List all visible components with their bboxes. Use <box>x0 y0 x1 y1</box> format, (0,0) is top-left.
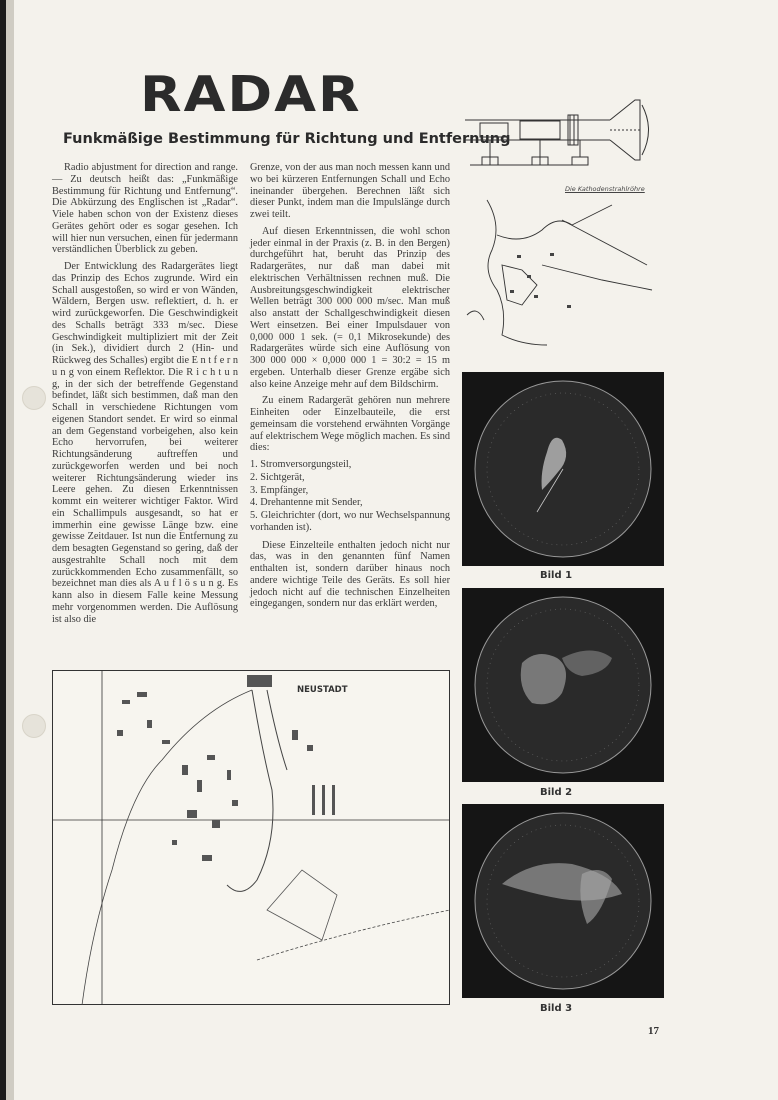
figure-label: Bild 3 <box>540 1003 573 1014</box>
figure-label: Bild 2 <box>540 787 573 798</box>
paragraph: Auf diesen Erkenntnissen, die wohl schon jeder einmal in der Praxis (z. B. in den Bergen) durchgeführt hat, beruht das Prinzip des Radargerätes, nur daß man dabei mit elektrischen Verhältnissen rechnen muß. Die Ausbreitungsgeschwindigkeit elektrischer Wellen beträgt 300 000 000 m/sec. Man muß also anstatt der Schallgeschwindigkeit diesen Wert einsetzen. Bei einer Impulsdauer von 0,000 000 1 sek. (= 0,1 Mikrosekunde) des Radargerätes würde sich eine Auflösung von 300 000 000 × 0,000 000 1 = 30:2 = 15 m ergeben. Unterhalb dieser Grenze ergäbe sich also keine Anzeige mehr auf dem Bildschirm. <box>250 225 450 390</box>
map-label-neustadt: NEUSTADT <box>297 685 348 695</box>
article-subtitle: Funkmäßige Bestimmung für Richtung und Entfernung <box>63 131 511 147</box>
paragraph: Zu einem Radargerät gehören nun mehrere Einheiten oder Einzelbauteile, die erst gemeinsam die vorstehend erwähnten Vorgänge auf elektrischem Wege möglich machen. Es sind dies: <box>250 395 450 454</box>
radar-screen-bild-1 <box>462 372 664 566</box>
paragraph: Grenze, von der aus man noch messen kann und wo bei kürzeren Entfernungen Schall und Echo ineinander übergehen. Berechnen läßt sich dieser Punkt, indem man die Impulslänge durch zwei teilt. <box>250 162 450 220</box>
list-item: 5. Gleichrichter (dort, wo nur Wechselspannung vorhanden ist). <box>250 510 450 533</box>
punch-hole <box>22 386 46 410</box>
text-column-middle <box>250 162 450 615</box>
paragraph: Der Entwicklung des Radargerätes liegt das Prinzip des Echos zugrunde. Wird ein Schall ausgestoßen, so wird er von Wänden, Wäldern, Bergen usw. reflektiert, d. h. er wird zurückgeworfen. Die Geschwindigkeit des Schalls beträgt 333 m/sec. Diese Geschwindigkeit multipliziert mit der Zeit (in Sek.), dividiert durch 2 (Hin- und Rückweg des Schalles) ergibt die E n t f e r n u n g von einem Reflektor. Die R i c h t u n g, in der sich der betreffende Gegenstand befindet, läßt sich bestimmen, daß man den Schall in verschiedene Richtungen vom eigenen Standort sendet. Er wird so einmal an dem Gegenstand vorbeigehen, also kein Echo hervorrufen, bei weiterer Richtungsänderung auftreffen und zurückgeworfen werden und bei noch weiterer Richtungsänderung wieder ins Leere gehen. Zu diesen Erkenntnissen kommt ein weiterer wichtiger Faktor. Wird ein Schallimpuls ausgesandt, so hat er immerhin eine gewisse Länge bzw. eine gewisse Zeitdauer. Ist nun die Entfernung zu dem besagten Gegenstand so gering, daß der ausgestrahlte Schall noch mit dem zurückkommenden Echo zusammenfällt, so bezeichnet man dies als A u f l ö s u n g. Es kann also in diesem Falle keine Messung mehr vorgenommen werden. Die Auflösung ist also die <box>52 261 238 625</box>
article-title: RADAR <box>140 66 362 123</box>
list-item: 2. Sichtgerät, <box>250 471 305 483</box>
list-item: 1. Stromversorgungsteil, <box>250 459 352 470</box>
list-item: 4. Drehantenne mit Sender, <box>250 497 363 509</box>
paragraph: Diese Einzelteile enthalten jedoch nicht nur das, was in den genannten fünf Namen enthalten ist, sondern darüber hinaus noch andere wichtige Teile des Geräts. Es soll hier jedoch nicht auf die technischen Einzelheiten eingegangen, sondern nur das erklärt werden, <box>250 539 450 610</box>
radar-screen-bild-3 <box>462 804 664 998</box>
list-item: 3. Empfänger, <box>250 484 309 496</box>
text-column-left <box>52 162 238 630</box>
paragraph: Radio abjustment for direction and range. — Zu deutsch heißt das: „Funkmäßige Bestimmung für Richtung und Entfernung“. Die Abkürzung des Englischen ist „Radar“. Viele haben schon von der Existenz dieses Gerätes gehört oder es sogar gesehen. Ich will hier nun versuchen, einen für jedermann verständlichen Überblick zu geben. <box>52 162 238 256</box>
coastline-sketch-map <box>462 195 658 355</box>
page-number: 17 <box>648 1025 659 1037</box>
diagram-caption: Die Kathodenstrahlröhre <box>565 185 645 193</box>
radar-screen-bild-2 <box>462 588 664 782</box>
component-list <box>250 459 450 534</box>
town-map <box>52 670 450 1015</box>
punch-hole <box>22 714 46 738</box>
crt-diagram <box>460 95 660 183</box>
scan-edge-shadow <box>6 0 14 1100</box>
figure-label: Bild 1 <box>540 570 573 581</box>
